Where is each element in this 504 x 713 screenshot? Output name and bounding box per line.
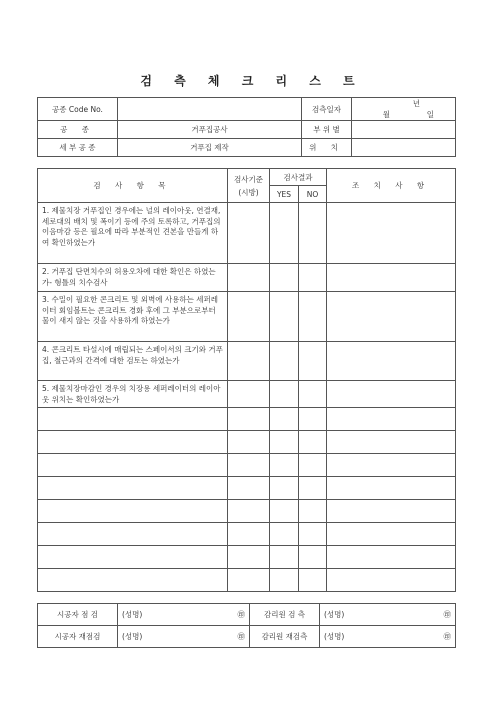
standard-cell[interactable] bbox=[228, 342, 270, 381]
check-item[interactable] bbox=[38, 569, 228, 592]
yes-cell[interactable] bbox=[270, 431, 299, 454]
check-item[interactable] bbox=[38, 546, 228, 569]
check-item[interactable] bbox=[38, 500, 228, 523]
action-header: 조 치 사 항 bbox=[327, 169, 456, 203]
standard-cell[interactable] bbox=[228, 408, 270, 431]
contractor-check-sign[interactable] bbox=[118, 604, 250, 626]
no-cell[interactable] bbox=[299, 431, 327, 454]
table-row bbox=[38, 264, 456, 292]
signature-row bbox=[38, 626, 456, 648]
stamp-icon: ㊞ bbox=[443, 632, 451, 641]
table-row bbox=[38, 454, 456, 477]
check-item[interactable] bbox=[38, 431, 228, 454]
stamp-icon: ㊞ bbox=[443, 610, 451, 619]
standard-header bbox=[228, 169, 270, 203]
standard-header-label: 검사기준 bbox=[234, 174, 263, 184]
contractor-recheck-sign[interactable] bbox=[118, 626, 250, 648]
supervisor-check-name: (성명) bbox=[324, 610, 345, 619]
standard-cell[interactable] bbox=[228, 569, 270, 592]
yes-cell[interactable] bbox=[270, 381, 299, 408]
no-cell[interactable] bbox=[299, 569, 327, 592]
work-type-label: 공 종 bbox=[38, 121, 118, 139]
action-cell[interactable] bbox=[327, 546, 456, 569]
check-item[interactable] bbox=[38, 523, 228, 546]
no-cell[interactable] bbox=[299, 408, 327, 431]
supervisor-recheck-label: 감리원 재검측 bbox=[250, 626, 320, 648]
no-cell[interactable] bbox=[299, 454, 327, 477]
page-title: 검 측 체 크 리 스 트 bbox=[140, 74, 364, 88]
no-cell[interactable] bbox=[299, 477, 327, 500]
date-day: 일 bbox=[426, 110, 434, 119]
action-cell[interactable] bbox=[327, 477, 456, 500]
contractor-recheck-name: (성명) bbox=[122, 632, 143, 641]
table-header-row bbox=[38, 169, 456, 186]
check-item: 4. 콘크리트 타설시에 매립되는 스페이서의 크기와 거푸집, 철근과의 간격에 대한 검토는 하였는가 bbox=[38, 342, 228, 381]
signature-table bbox=[37, 603, 456, 648]
yes-cell[interactable] bbox=[270, 454, 299, 477]
stamp-icon: ㊞ bbox=[237, 632, 245, 641]
standard-cell[interactable] bbox=[228, 523, 270, 546]
standard-cell[interactable] bbox=[228, 203, 270, 264]
no-cell[interactable] bbox=[299, 264, 327, 292]
items-header: 검 사 항 목 bbox=[38, 169, 228, 203]
header-row bbox=[38, 139, 456, 157]
table-row bbox=[38, 477, 456, 500]
signature-row bbox=[38, 604, 456, 626]
yes-cell[interactable] bbox=[270, 477, 299, 500]
standard-cell[interactable] bbox=[228, 264, 270, 292]
table-row bbox=[38, 431, 456, 454]
yes-cell[interactable] bbox=[270, 342, 299, 381]
action-cell[interactable] bbox=[327, 523, 456, 546]
stamp-icon: ㊞ bbox=[237, 610, 245, 619]
yes-cell[interactable] bbox=[270, 203, 299, 264]
standard-header-sub: (시방) bbox=[238, 187, 259, 197]
table-row bbox=[38, 203, 456, 264]
check-item: 1. 제물치장 거푸집인 경우에는 널의 레이아웃, 연결재, 세로대의 배치 및 폭이기 등에 주의 토록하고, 거푸집의 이음마감 등은 필요에 따라 부분적인 견본을 만들게 하여 확인하였는가 bbox=[38, 203, 228, 264]
result-header: 검사결과 bbox=[270, 169, 327, 186]
header-table bbox=[37, 97, 456, 157]
header-row bbox=[38, 98, 456, 121]
no-cell[interactable] bbox=[299, 342, 327, 381]
table-row bbox=[38, 292, 456, 342]
yes-cell[interactable] bbox=[270, 569, 299, 592]
standard-cell[interactable] bbox=[228, 454, 270, 477]
check-item[interactable] bbox=[38, 477, 228, 500]
standard-cell[interactable] bbox=[228, 477, 270, 500]
yes-cell[interactable] bbox=[270, 523, 299, 546]
action-cell[interactable] bbox=[327, 342, 456, 381]
contractor-recheck-label: 시공자 재점검 bbox=[38, 626, 118, 648]
action-cell[interactable] bbox=[327, 431, 456, 454]
checklist-table bbox=[37, 168, 456, 592]
check-item: 2. 거푸집 단면치수의 허용오차에 대한 확인은 하였는가- 형틀의 치수검사 bbox=[38, 264, 228, 292]
standard-cell[interactable] bbox=[228, 292, 270, 342]
table-row bbox=[38, 523, 456, 546]
action-cell[interactable] bbox=[327, 454, 456, 477]
action-cell[interactable] bbox=[327, 408, 456, 431]
action-cell[interactable] bbox=[327, 203, 456, 264]
no-cell[interactable] bbox=[299, 203, 327, 264]
no-header: NO bbox=[299, 186, 327, 203]
header-row bbox=[38, 121, 456, 139]
table-row bbox=[38, 500, 456, 523]
standard-cell[interactable] bbox=[228, 546, 270, 569]
table-row bbox=[38, 546, 456, 569]
action-cell[interactable] bbox=[327, 569, 456, 592]
contractor-check-name: (성명) bbox=[122, 610, 143, 619]
yes-cell[interactable] bbox=[270, 546, 299, 569]
standard-cell[interactable] bbox=[228, 431, 270, 454]
action-cell[interactable] bbox=[327, 381, 456, 408]
table-row bbox=[38, 408, 456, 431]
no-cell[interactable] bbox=[299, 546, 327, 569]
supervisor-recheck-sign[interactable] bbox=[320, 626, 456, 648]
work-code-label: 공종 Code No. bbox=[38, 98, 118, 121]
date-year: 년 bbox=[412, 99, 420, 108]
action-cell[interactable] bbox=[327, 292, 456, 342]
work-type-value: 거푸집공사 bbox=[118, 121, 302, 139]
check-item: 3. 수밀이 필요한 콘크리트 및 외벽에 사용하는 세퍼레이터 회임볼트는 콘크리트 경화 후에 그 부분으로부터 물이 새지 않는 것을 사용하게 하였는가 bbox=[38, 292, 228, 342]
yes-cell[interactable] bbox=[270, 292, 299, 342]
location-part-value[interactable] bbox=[352, 121, 456, 139]
check-item: 5. 제물치장마감인 경우의 치장용 세퍼레이터의 레이아웃 위치는 확인하였는가 bbox=[38, 381, 228, 408]
yes-cell[interactable] bbox=[270, 264, 299, 292]
position-value[interactable] bbox=[352, 139, 456, 157]
contractor-check-label: 시공자 점 검 bbox=[38, 604, 118, 626]
table-row bbox=[38, 569, 456, 592]
position-label: 위 치 bbox=[302, 139, 352, 157]
supervisor-check-sign[interactable] bbox=[320, 604, 456, 626]
supervisor-check-label: 감리원 검 측 bbox=[250, 604, 320, 626]
supervisor-recheck-name: (성명) bbox=[324, 632, 345, 641]
work-code-value[interactable] bbox=[118, 98, 302, 121]
inspection-date-label: 검측일자 bbox=[302, 98, 352, 121]
table-row bbox=[38, 381, 456, 408]
standard-cell[interactable] bbox=[228, 381, 270, 408]
date-month: 월 bbox=[382, 110, 390, 119]
no-cell[interactable] bbox=[299, 523, 327, 546]
no-cell[interactable] bbox=[299, 500, 327, 523]
yes-cell[interactable] bbox=[270, 408, 299, 431]
action-cell[interactable] bbox=[327, 500, 456, 523]
no-cell[interactable] bbox=[299, 381, 327, 408]
location-part-label: 부 위 별 bbox=[302, 121, 352, 139]
check-item[interactable] bbox=[38, 408, 228, 431]
inspection-date-value[interactable] bbox=[352, 98, 456, 121]
sub-work-type-label: 세 부 공 종 bbox=[38, 139, 118, 157]
standard-cell[interactable] bbox=[228, 500, 270, 523]
action-cell[interactable] bbox=[327, 264, 456, 292]
sub-work-type-value: 거푸집 제작 bbox=[118, 139, 302, 157]
check-item[interactable] bbox=[38, 454, 228, 477]
yes-cell[interactable] bbox=[270, 500, 299, 523]
table-row bbox=[38, 342, 456, 381]
yes-header: YES bbox=[270, 186, 299, 203]
no-cell[interactable] bbox=[299, 292, 327, 342]
